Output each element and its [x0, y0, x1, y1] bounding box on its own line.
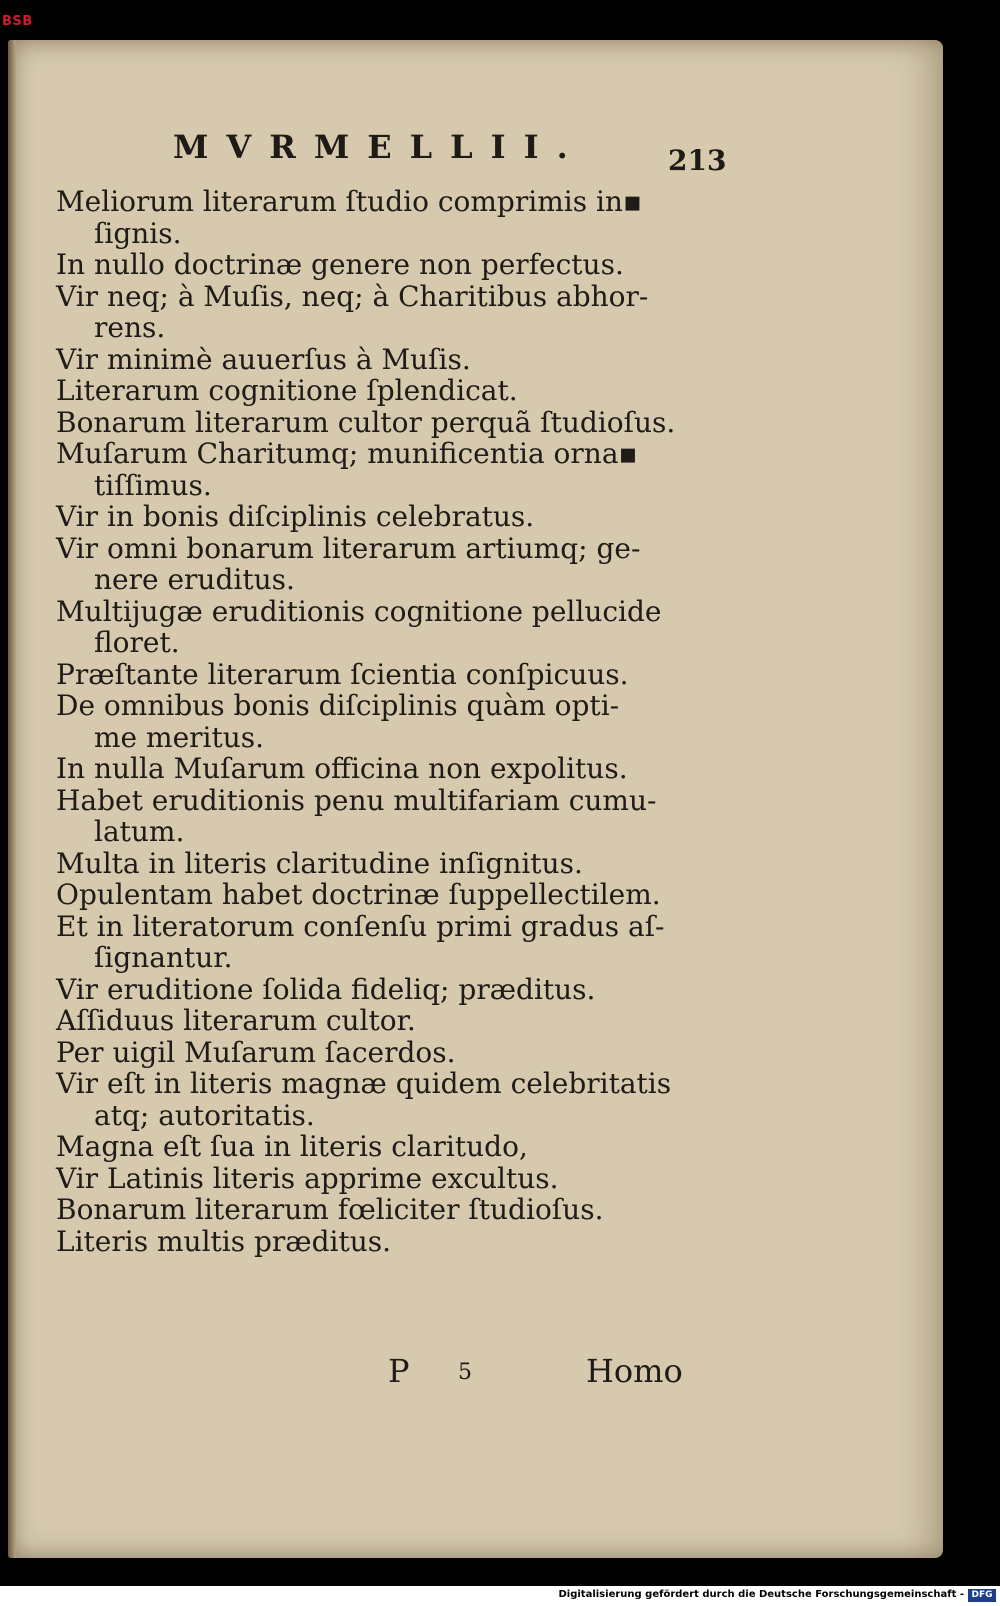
page-number: 213: [668, 144, 727, 177]
text-line: Vir eruditione ſolida fideliq; præditus.: [56, 972, 596, 1006]
text-line: Vir in bonis diſciplinis celebratus.: [56, 500, 535, 533]
bsb-logo: BSB: [2, 14, 33, 29]
text-line: Vir eſt in literis magnæ quidem celebritatis: [56, 1067, 672, 1100]
text-line: Aſſiduus literarum cultor.: [56, 1004, 416, 1037]
digitization-footer: [0, 1586, 1000, 1606]
text-line: Literarum cognitione ſplendicat.: [56, 374, 518, 407]
text-line: atq; autoritatis.: [94, 1098, 315, 1132]
text-line: Præſtante literarum ſcientia conſpicuus.: [56, 657, 629, 691]
text-line: Magna eſt ſua in literis claritudo,: [56, 1130, 528, 1163]
text-line: rens.: [94, 311, 166, 344]
text-line: ſignis.: [94, 216, 182, 250]
text-line: nere eruditus.: [94, 563, 295, 596]
text-line: Habet eruditionis penu multifariam cumu-: [56, 783, 657, 817]
signature-number: 5: [458, 1360, 472, 1385]
text-line: Vir Latinis literis apprime excultus.: [56, 1161, 559, 1195]
text-line: In nulla Muſarum officina non expolitus.: [56, 752, 628, 785]
running-head: MVRMELLII.: [173, 128, 586, 166]
text-line: Multa in literis claritudine inſignitus.: [56, 846, 583, 880]
text-line: ſignantur.: [94, 941, 233, 974]
text-line: Vir neq; à Muſis, neq; à Charitibus abhor-: [56, 279, 649, 313]
text-line: Et in literatorum conſenſu primi gradus aſ-: [56, 909, 665, 943]
text-line: Bonarum literarum fœliciter ſtudioſus.: [56, 1193, 604, 1226]
text-line: Literis multis præditus.: [56, 1224, 392, 1258]
text-line: latum.: [94, 815, 185, 848]
text-line: De omnibus bonis diſciplinis quàm opti-: [56, 689, 620, 722]
text-line: me meritus.: [94, 720, 265, 754]
book-page: [8, 40, 943, 1558]
catchword: Homo: [586, 1352, 683, 1390]
signature-mark: P: [388, 1352, 410, 1390]
text-line: Muſarum Charitumq; munificentia orna▪: [56, 437, 638, 470]
page-binding-edge: [8, 40, 16, 1558]
text-line: Bonarum literarum cultor perquã ſtudioſus.: [56, 405, 676, 439]
footer-credit: Digitalisierung gefördert durch die Deutsche Forschungsgemeinschaft -: [558, 1589, 964, 1600]
text-line: floret.: [94, 626, 180, 659]
text-line: tiſſimus.: [94, 468, 212, 502]
dfg-logo: DFG: [968, 1589, 996, 1602]
text-line: Opulentam habet doctrinæ ſuppellectilem.: [56, 878, 661, 911]
text-line: Meliorum literarum ſtudio comprimis in▪: [56, 185, 642, 218]
text-line: Vir minimè auuerſus à Muſis.: [56, 342, 471, 376]
text-block: [56, 186, 716, 1257]
text-line: Multijugæ eruditionis cognitione pellucide: [56, 594, 662, 628]
text-line: Vir omni bonarum literarum artiumq; ge-: [56, 531, 641, 565]
text-line: In nullo doctrinæ genere non perfectus.: [56, 248, 624, 281]
text-line: Per uigil Muſarum ſacerdos.: [56, 1035, 456, 1069]
